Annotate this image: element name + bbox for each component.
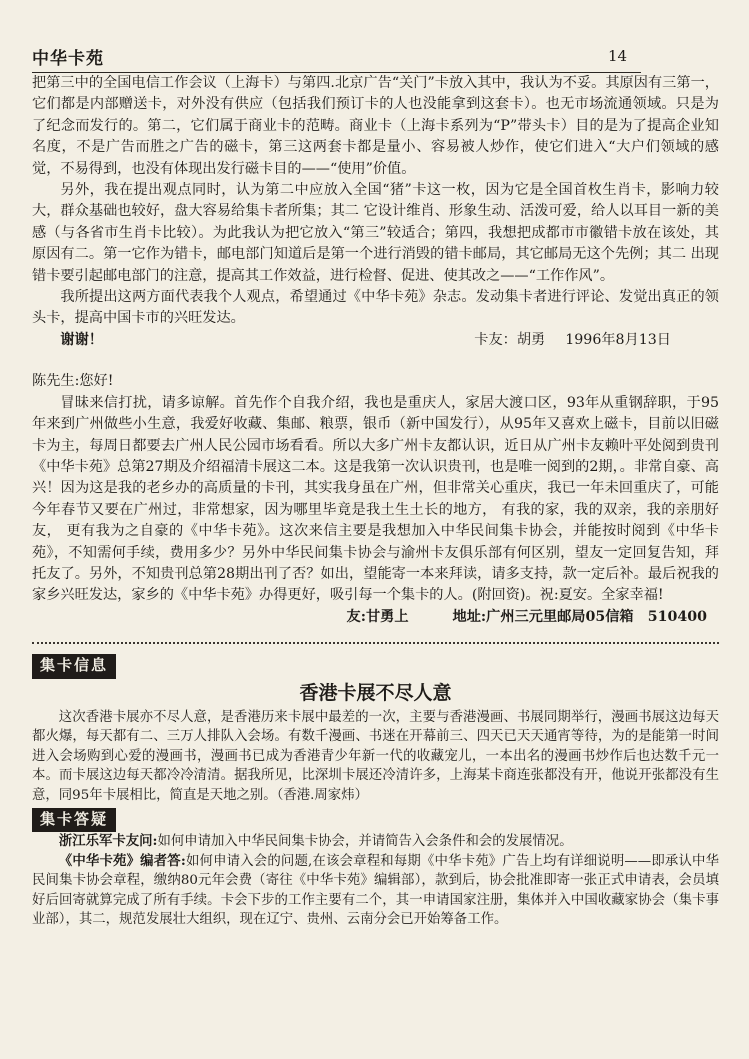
page-body	[32, 73, 719, 929]
article-title: 香港卡展不尽人意	[299, 681, 452, 704]
article-body	[32, 708, 719, 805]
section-label-card-news: 集卡信息	[32, 654, 116, 678]
letter-1-thanks-text: 谢谢！	[60, 331, 103, 348]
page-header	[32, 44, 641, 73]
magazine-title: 中华卡苑	[32, 49, 104, 69]
page-number: 14	[608, 47, 628, 65]
letter-1-paragraph: 我所提出这两方面代表我个人观点，希望通过《中华卡苑》杂志。发动集卡者进行评论、发觉出真正的领头卡，提高中国卡市的兴旺发达。	[32, 289, 719, 327]
qa-answer-text: 如何申请入会的问题,在该会章程和每期《中华卡苑》广告上均有详细说明——即承认中华民间集卡协会章程，缴纳80元年会费（寄往《中华卡苑》编辑部），款到后，协会批准即寄一张正式申请表，会员填好后回寄就算完成了所有手续。卡会下步的工作主要有二个，其一申请国家注册，集体并入中国收藏家协会（集卡事业部），其二，规范发展壮大组织，现在辽宁、贵州、云南分会已开始筹备工作。	[32, 853, 719, 928]
section-divider	[32, 642, 719, 644]
letter-1-paragraph: 另外，我在提出观点同时，认为第二中应放入全国“猪”卡这一枚，因为它是全国首枚生肖卡，影响力较大，群众基础也较好，盘大容易给集卡者所集；其二 它设计维肖、形象生动、活泼可爱，给人以耳目一新的美感（与各省市生肖卡比较）。为此我认为把它放入“第三”较适合；第四，我想把成都市市徽错卡放在该处，其原因有二。第一它作为错卡，邮电部门知道后是第一个进行消毁的错卡邮局，其它邮局无这个先例；其二 出现错卡要引起邮电部门的注意，提高其工作效益，进行检督、促进、使其改之——“工作作风”。	[32, 182, 719, 284]
qa-answer-from: 《中华卡苑》编者答:	[58, 852, 186, 869]
section-card-news	[32, 654, 719, 805]
article-body-text: 这次香港卡展亦不尽人意，是香港历来卡展中最差的一次，主要与香港漫画、书展同期举行，漫画书展这边每天都火爆，每天都有二、三万人排队入会场。有数千漫画、书迷在开幕前三、四天已天天通宵等待，为的是能第一时间进入会场购到心爱的漫画书，漫画书已成为香港青少年新一代的收藏宠儿，一本出名的漫画书炒作后也达数千元一本。而卡展这边每天都冷冷清清。据我所见，比深圳卡展还冷清许多，上海某卡商连张都没有开，他说开张都没有生意，同95年卡展相比，简直是天地之别。	[32, 709, 719, 803]
letter-2-address: 地址:广州三元里邮局05信箱 510400	[452, 608, 707, 625]
letter-2	[32, 371, 719, 628]
letter-2-salutation: 陈先生:您好!	[32, 373, 114, 390]
letter-1-date: 1996年8月13日	[565, 331, 671, 348]
letter-2-sender: 友:甘勇上	[346, 608, 409, 625]
section-label-card-qa: 集卡答疑	[32, 808, 116, 832]
letter-2-sender-line	[32, 607, 719, 628]
qa-question	[32, 832, 719, 851]
letter-1-paragraph: 把第三中的全国电信工作会议（上海卡）与第四.北京广告“关门”卡放入其中，我认为不妥。其原因有三第一，它们都是内部赠送卡，对外没有供应（包括我们预订卡的人也没能拿到这套卡）。也无市场流通领域。只是为了纪念而发行的。第二，它们属于商业卡的范畴。商业卡（上海卡系列为“P”带头卡）目的是为了提高企业知名度，不是广告而胜之广告的磁卡，第三这两套卡都是量小、容易被人炒作，使它们进入“大户们领域的感觉，不易得到，也没有体现出发行磁卡目的——“使用”价值。	[32, 75, 719, 177]
letter-2-body: 冒昧来信打扰，请多谅解。首先作个自我介绍，我也是重庆人，家居大渡口区，93年从重钢辞职，于95年来到广州做些小生意，我爱好收藏、集邮、粮票，银币（新中国发行），从95年又喜欢上磁卡，目前以旧磁卡为主，每周日都要去广州人民公园市场看看。所以大多广州卡友都认识，近日从广州卡友赖叶平处阅到贵刊《中华卡苑》总第27期及介绍福清卡展这二本。这是我第一次认识贵刊，也是唯一阅到的2期，。非常自豪、高兴！因为这是我的老乡办的高质量的卡刊，其实我身虽在广州，但非常关心重庆，我已一年未回重庆了，可能今年春节又要在广州过，非常想家，因为哪里毕竟是我土生土长的地方， 有我的家，我的双亲，我的亲朋好友， 更有我为之自豪的《中华卡苑》。这次来信主要是我想加入中华民间集卡协会，并能按时阅到《中华卡苑》，不知需何手续，费用多少？另外中华民间集卡协会与渝州卡友俱乐部有何区别，望友一定回复告知，拜托友了。另外，不知贵刊总第28期出刊了否？如出，望能寄一本来拜读，请多支持，款一定后补。最后祝我的家乡兴旺发达，家乡的《中华卡苑》办得更好，吸引每一个集卡的人。(附回资)。祝:夏安。全家幸福!	[32, 394, 719, 604]
letter-1	[32, 73, 719, 351]
qa-answer	[32, 852, 719, 930]
letter-1-signature: 卡友：胡勇	[474, 331, 546, 348]
qa-question-text: 如何申请加入中华民间集卡协会，并请简告入会条件和会的发展情况。	[157, 834, 573, 850]
article-credit: （香港.周家炜）	[276, 787, 368, 803]
qa-question-from: 浙江乐军卡友问:	[58, 833, 158, 850]
section-card-qa	[32, 805, 719, 929]
